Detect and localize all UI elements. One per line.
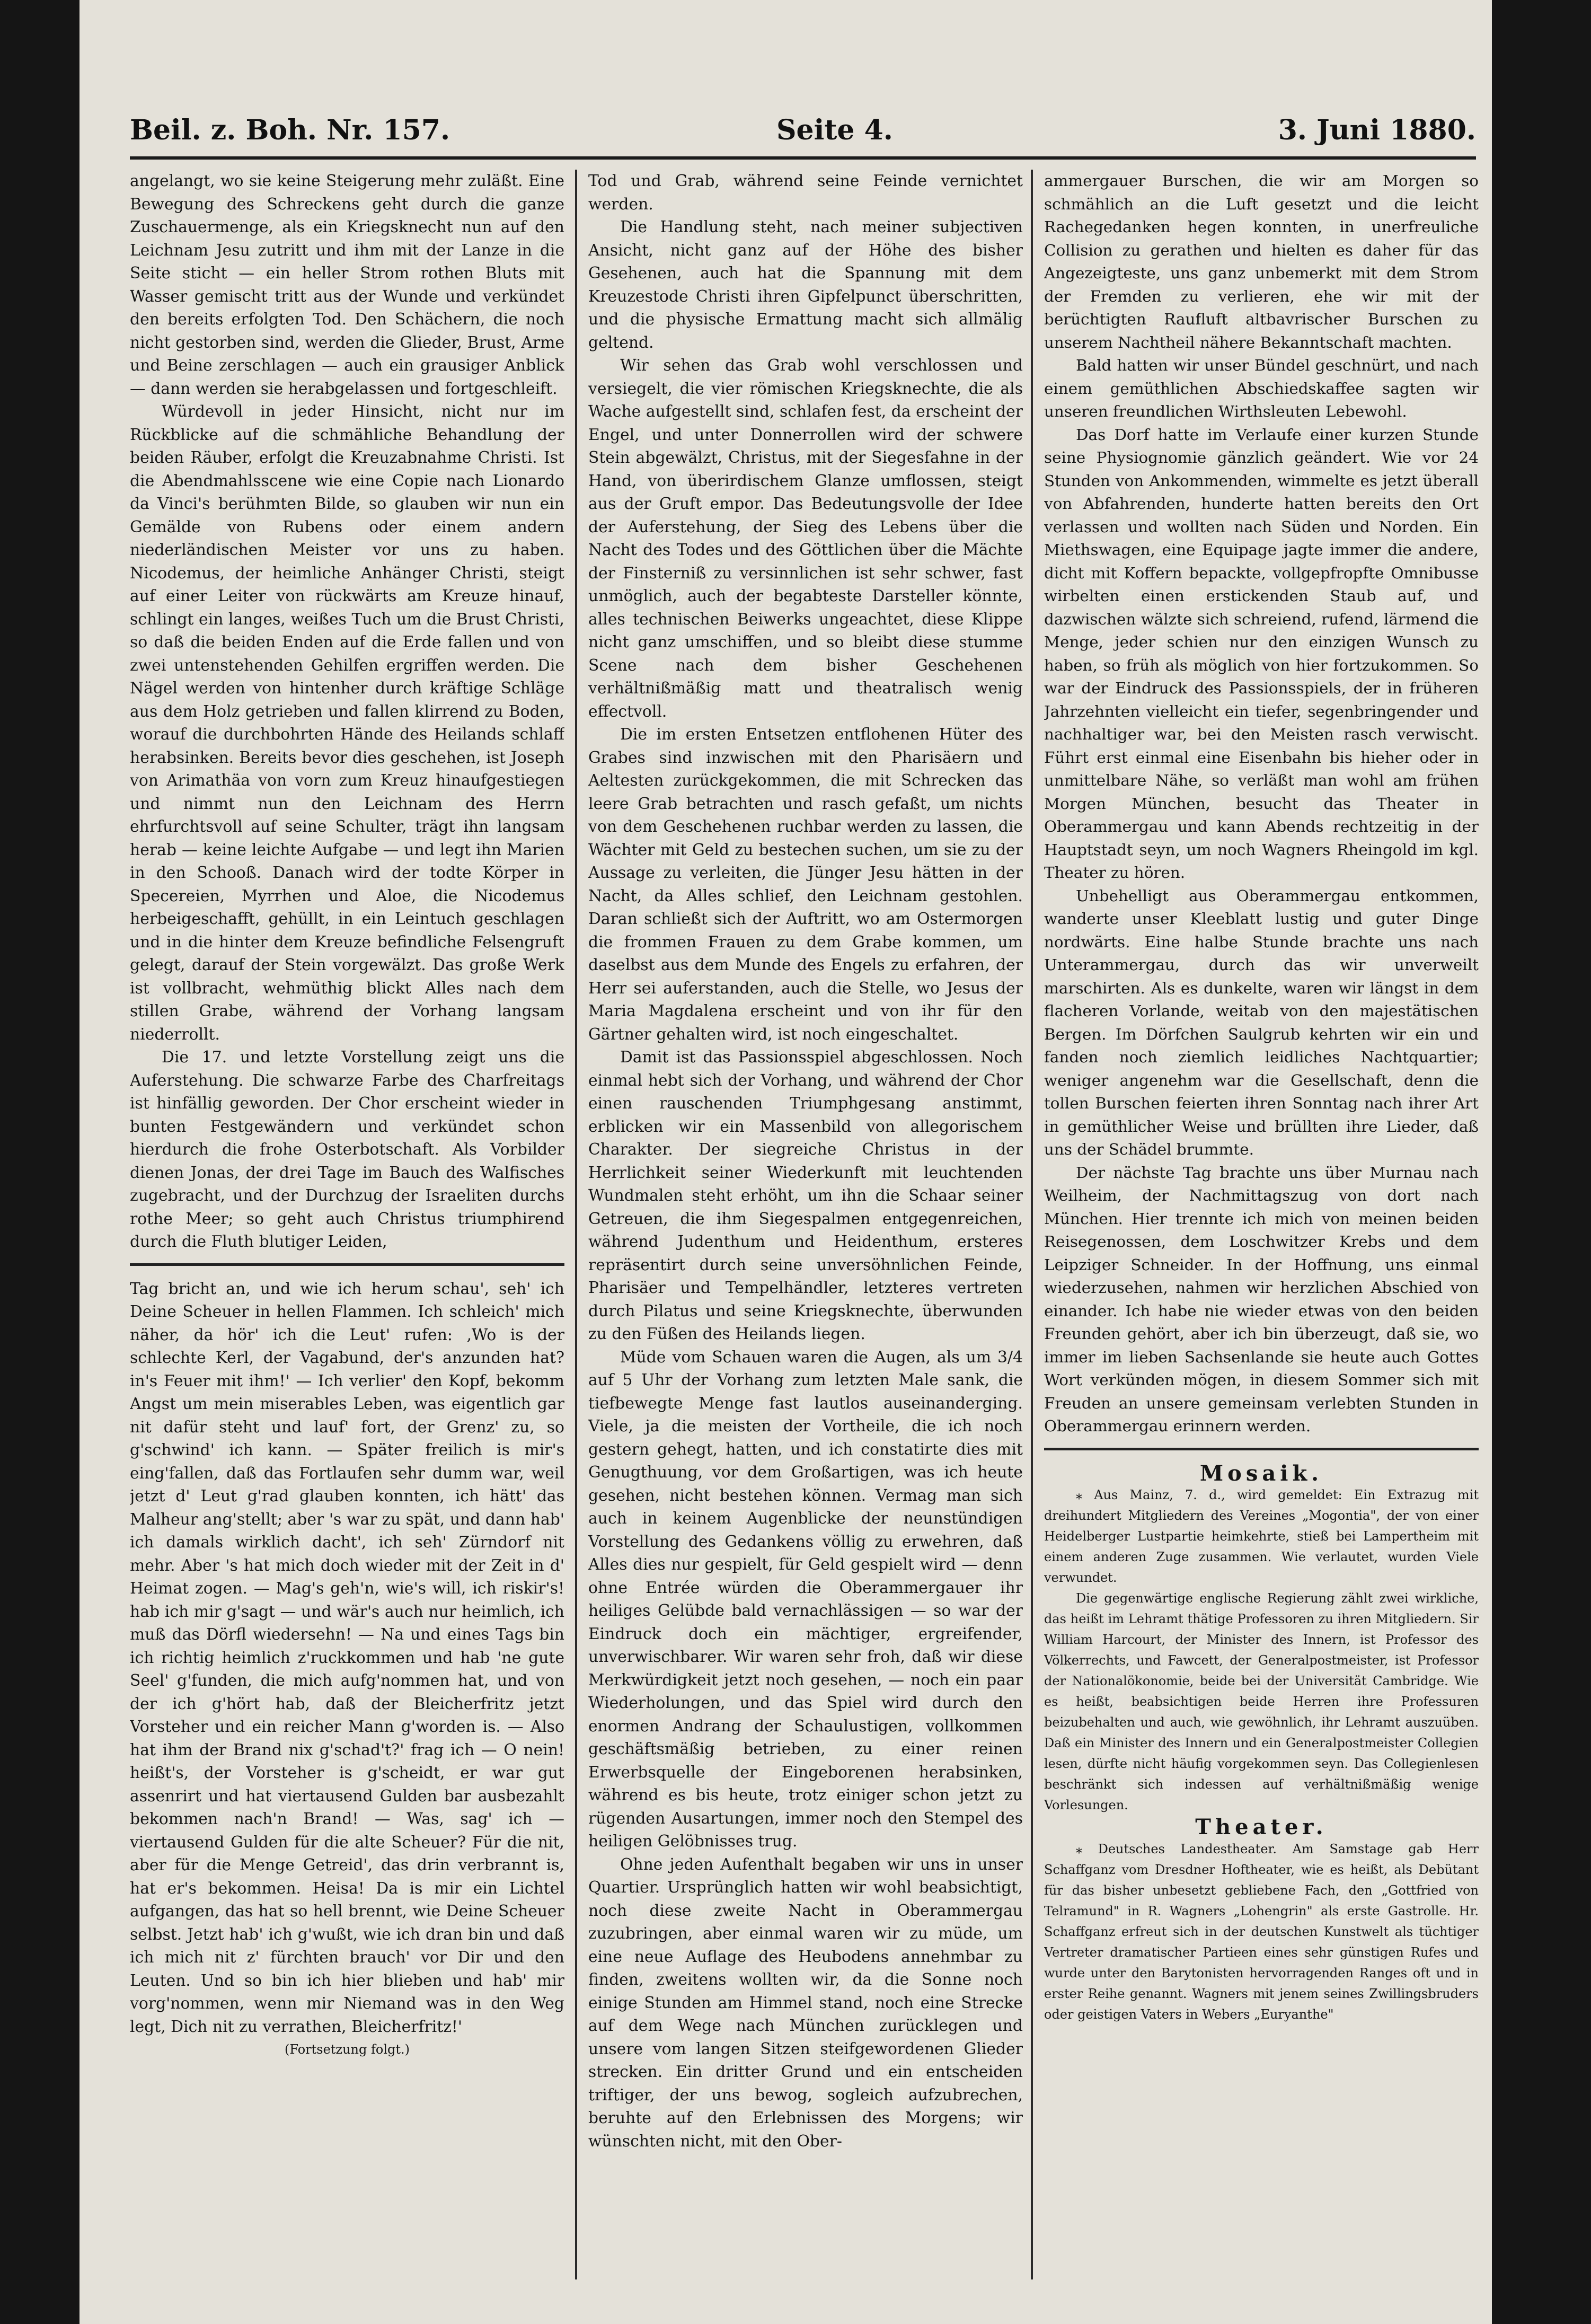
column-2 bbox=[588, 170, 1023, 2301]
newspaper-page bbox=[79, 0, 1492, 2324]
column-rule bbox=[1031, 170, 1033, 2279]
article-paragraph: Wir sehen das Grab wohl verschlossen und versiegelt, die vier römischen Kriegsknechte, die als Wache aufgestellt sind, schlafen fest, da erscheint der Engel, und unter Donnerrollen wird der schwere Stein abgewälzt, Christus, mit der Siegesfahne in der Hand, von überirdischem Glanze umflossen, steigt aus der Gruft empor. Das Bedeutungsvolle der Idee der Auferstehung, der Sieg des Lebens über die Nacht des Todes und des Göttlichen über die Mächte der Finsterniß zu versinnlichen ist sehr schwer, fast unmöglich, auch der begabteste Darsteller könnte, alles technischen Beiwerks ungeachtet, diese Klippe nicht ganz umschiffen, und so bleibt diese stumme Scene nach dem bisher Geschehenen verhältnißmäßig matt und theatralisch wenig effectvoll. bbox=[588, 356, 1023, 721]
column-3 bbox=[1044, 170, 1479, 2301]
article-paragraph: angelangt, wo sie keine Steigerung mehr zuläßt. Eine Bewegung des Schreckens geht durch die ganze Zuschauermenge, als ein Kriegsknecht nun auf den Leichnam Jesu zutritt und ihm mit der Lanze in die Seite sticht — ein heller Strom rothen Bluts mit Wasser gemischt tritt aus der Wunde und verkündet den bereits erfolgten Tod. Den Schächern, die noch nicht gestorben sind, werden die Glieder, Brust, Arme und Beine zerschlagen — auch ein grausiger Anblick — dann werden sie herabgelassen und fortgeschleift. bbox=[130, 172, 564, 398]
article-paragraph: Tod und Grab, während seine Feinde vernichtet werden. bbox=[588, 172, 1023, 214]
article-paragraph: Das Dorf hatte im Verlaufe einer kurzen Stunde seine Physiognomie gänzlich geändert. Wie vor 24 Stunden von Ankommenden, wimmelte es jetzt überall von Abfahrenden, hunderte hatten bereits den Ort verlassen und wollten nach Süden und Norden. Ein Miethswagen, eine Equipage jagte immer die andere, dicht mit Koffern bepackte, vollgepfropfte Omnibusse wirbelten einen erstickenden Staub auf, und dazwischen wälzte sich schreiend, rufend, lärmend die Menge, jeder schien nur den einzigen Wunsch zu haben, so früh als möglich von hier fortzukommen. So war der Eindruck des Passionsspiels, der in früheren Jahrzehnten vielleicht ein tiefer, segenbringender und nachhaltiger war, bei den Meisten rasch verwischt. Führt erst einmal eine Eisenbahn bis hieher oder in unmittelbare Nähe, so verläßt man wohl am frühen Morgen München, besucht das Theater in Oberammergau und kann Abends rechtzeitig in der Hauptstadt seyn, um noch Wagners Rheingold im kgl. Theater zu hören. bbox=[1044, 425, 1479, 882]
feuilleton-text: Tag bricht an, und wie ich herum schau', seh' ich Deine Scheuer in hellen Flammen. Ich schleich' mich näher, da hör' ich die Leut' rufen: ‚Wo is der schlechte Kerl, der Vagabund, der's anzunden hat? in's Feuer mit ihm!' — Ich verlier' den Kopf, bekomm Angst um mein miserables Leben, was eigentlich gar nit dafür steht und lauf' fort, der Grenz' zu, so g'schwind' ich kann. — Später freilich is mir's eing'fallen, daß das Fortlaufen sehr dumm war, weil jetzt d' Leut g'rad glauben konnten, ich hätt' das Malheur ang'stellt; aber 's war zu spät, und dann hab' ich damals wirklich dacht', ich seh' Zürndorf nit mehr. Aber 's hat mich doch wieder mit der Zeit in d' Heimat zogen. — Mag's geh'n, wie's will, ich riskir's! hab ich mir g'sagt — und wär's auch nur heimlich, ich muß das Dörfl wiedersehn! — Na und eines Tags bin ich richtig heimlich z'ruckkommen und hab 'ne gute Seel' g'funden, die mich aufg'nommen hat, und von der ich g'hört hab, daß der Bleicherfritz jetzt Vorsteher und ein reicher Mann g'worden is. — Also hat ihm der Brand nix g'schad't?' frag ich — O nein! heißt's, der Vorsteher is g'scheidt, er war gut assenrirt und hat viertausend Gulden bar ausbezahlt bekommen nach'n Brand! — Was, sag' ich — viertausend Gulden für die alte Scheuer? Für die nit, aber für die Menge Getreid', das drin verbrannt is, hat er's bekommen. Heisa! Da is mir ein Lichtel aufgangen, das hat so hell brennt, wie Deine Scheuer selbst. Jetzt hab' ich g'wußt, wie ich dran bin und daß ich mich nit z' fürchten brauch' vor Dir und den Leuten. Und so bin ich hier blieben und hab' mir vorg'nommen, wenn mir Niemand was in den Weg legt, Dich nit zu verrathen, Bleicherfritz!' bbox=[130, 1279, 564, 2036]
article-paragraph: Bald hatten wir unser Bündel geschnürt, und nach einem gemüthlichen Abschiedskaffee sagten wir unseren freundlichen Wirthsleuten Lebewohl. bbox=[1044, 356, 1479, 420]
mosaik-heading: Mosaik. bbox=[1199, 1460, 1323, 1486]
article-paragraph: Die 17. und letzte Vorstellung zeigt uns die Auferstehung. Die schwarze Farbe des Charfreitags ist hinfällig geworden. Der Chor erscheint wieder in bunten Festgewändern und verkündet schon hierdurch die frohe Osterbotschaft. Als Vorbilder dienen Jonas, der drei Tage im Bauch des Walfisches zugebracht, und der Durchzug der Israeliten durchs rothe Meer; so geht auch Christus triumphirend durch die Fluth blutiger Leiden, bbox=[130, 1048, 564, 1251]
theater-heading: Theater. bbox=[1195, 1815, 1328, 1839]
continuation-note: (Fortsetzung folgt.) bbox=[285, 2042, 410, 2057]
news-item: Die gegenwärtige englische Regierung zählt zwei wirkliche, das heißt im Lehramt thätige Professoren zu ihren Mitgliedern. Sir William Harcourt, der Minister des Innern, ist Professor des Völkerrechts, und Fawcett, der Generalpostmeister, ist Professor der Nationalökonomie, beide bei der Universität Cambridge. Wie es heißt, beabsichtigen beide Herren ihre Professuren beizubehalten und auch, wie gewöhnlich, ihr Lehramt auszuüben. Daß ein Minister des Innern und ein Generalpostmeister Collegien lesen, dürfte nicht häufig vorgekommen seyn. Das Collegienlesen beschränkt sich indessen auf verhältnißmäßig wenige Vorlesungen. bbox=[1044, 1591, 1479, 1812]
article-paragraph: Damit ist das Passionsspiel abgeschlossen. Noch einmal hebt sich der Vorhang, und während der Chor einen rauschenden Triumphgesang anstimmt, erblicken wir ein Massenbild von allegorischem Charakter. Der siegreiche Christus in der Herrlichkeit seiner Wiederkunft mit leuchtenden Wundmalen steht erhöht, um ihn die Schaar seiner Getreuen, die ihm Siegespalmen entgegenreichen, während Judenthum und Heidenthum, ersteres repräsentirt durch seine unversöhnlichen Feinde, Pharisäer und Tempelhändler, letzteres vertreten durch Pilatus und seine Kriegsknechte, überwunden zu den Füßen des Heilands liegen. bbox=[588, 1048, 1023, 1343]
page-header bbox=[130, 109, 1476, 160]
column-rule bbox=[575, 170, 577, 2279]
article-paragraph: Würdevoll in jeder Hinsicht, nicht nur im Rückblicke auf die schmähliche Behandlung der beiden Räuber, erfolgt die Kreuzabnahme Christi. Ist die Abendmahlsscene wie eine Copie nach Lionardo da Vinci's berühmten Bilde, so glauben wir nun ein Gemälde von Rubens oder einem andern niederländischen Meister vor uns zu haben. Nicodemus, der heimliche Anhänger Christi, steigt auf einer Leiter von rückwärts am Kreuze hinauf, schlingt ein langes, weißes Tuch um die Brust Christi, so daß die beiden Enden auf die Erde fallen und von zwei untenstehenden Gehilfen ergriffen werden. Die Nägel werden von hintenher durch kräftige Schläge aus dem Holz getrieben und fallen klirrend zu Boden, worauf die durchbohrten Hände des Heilands schlaff herabsinken. Bereits bevor dies geschehen, ist Joseph von Arimathäa von vorn zum Kreuz hinaufgestiegen und nimmt nun den Leichnam des Herrn ehrfurchtsvoll auf seine Schulter, trägt ihn langsam herab — keine leichte Aufgabe — und legt ihn Marien in den Schooß. Danach wird der todte Körper in Specereien, Myrrhen und Aloe, die Nicodemus herbeigeschafft, gehüllt, in ein Leintuch geschlagen und in die hinter dem Kreuze befindliche Felsengruft gelegt, darauf der Stein vorgewälzt. Das große Werk ist vollbracht, wehmüthig blickt Alles nach dem stillen Grabe, während der Vorhang langsam niederrollt. bbox=[130, 402, 564, 1044]
article-paragraph: Müde vom Schauen waren die Augen, als um 3/4 auf 5 Uhr der Vorhang zum letzten Male sank, die tiefbewegte Menge fast lautlos auseinanderging. Viele, ja die meisten der Vortheile, die ich noch gestern gehegt, hatten, und ich constatirte dies mit Genugthuung, vor dem Großartigen, was ich heute gesehen, nicht bestehen können. Vermag man sich auch in keinem Augenblicke der neunstündigen Vorstellung des Gedankens völlig zu erwehren, daß Alles dies nur gespielt, für Geld gespielt wird — denn ohne Entrée würden die Oberammergauer ihr heiliges Gelübde bald vernachlässigen — so war der Eindruck doch ein mächtiger, ergreifender, unverwischbarer. Wir waren sehr froh, daß wir diese Merkwürdigkeit jetzt noch gesehen, — noch ein paar Wiederholungen, und das Spiel wird durch den enormen Andrang der Schaulustigen, vollkommen geschäftsmäßig betrieben, zu einer reinen Erwerbsquelle der Eingeborenen herabsinken, während es bis heute, trotz einiger schon jetzt zu rügenden Ausartungen, immer noch den Stempel des heiligen Gelöbnisses trug. bbox=[588, 1348, 1023, 1851]
article-paragraph: Die im ersten Entsetzen entflohenen Hüter des Grabes sind inzwischen mit den Pharisäern und Aeltesten zurückgekommen, die mit Schrecken das leere Grab betrachten und rasch gefaßt, um nichts von dem Geschehenen ruchbar werden zu lassen, die Wächter mit Geld zu bestechen suchen, um sie zu der Aussage zu verleiten, die Jünger Jesu hätten in der Nacht, da Alles schlief, den Leichnam gestohlen. Daran schließt sich der Auftritt, wo am Ostermorgen die frommen Frauen zu dem Grabe kommen, um daselbst aus dem Munde des Engels zu erfahren, der Herr sei auferstanden, auch die Stelle, wo Jesus der Maria Magdalena erscheint und von ihr für den Gärtner gehalten wird, ist noch eingeschaltet. bbox=[588, 725, 1023, 1044]
article-paragraph: Ohne jeden Aufenthalt begaben wir uns in unser Quartier. Ursprünglich hatten wir wohl beabsichtigt, noch diese zweite Nacht in Oberammergau zuzubringen, aber einmal waren wir zu müde, um eine neue Auflage des Heubodens annehmbar zu finden, zweitens wollten wir, da die Sonne noch einige Stunden am Himmel stand, noch eine Strecke auf dem Wege nach München zurücklegen und unsere vom langen Sitzen steifgewordenen Glieder strecken. Ein dritter Grund und ein entscheiden triftiger, der uns bewog, sogleich aufzubrechen, beruhte auf den Erlebnissen des Morgens; wir wünschten nicht, mit den Ober- bbox=[588, 1855, 1023, 2151]
section-divider bbox=[1044, 1448, 1479, 1450]
article-paragraph: ammergauer Burschen, die wir am Morgen so schmählich an die Luft gesetzt und die leicht Rachegedanken hegen konnten, in unerfreuliche Collision zu gerathen und hielten es daher für das Angezeigteste, uns ganz unbemerkt mit dem Strom der Fremden zu verlieren, ehe wir mit der berüchtigten Raufluft altbavrischer Burschen zu unserem Nachtheil nähere Bekanntschaft machten. bbox=[1044, 172, 1479, 351]
header-date: 3. Juni 1880. bbox=[1278, 114, 1476, 146]
feuilleton-divider bbox=[130, 1263, 564, 1266]
column-1 bbox=[130, 170, 564, 2285]
article-paragraph: Der nächste Tag brachte uns über Murnau nach Weilheim, der Nachmittagszug von dort nach München. Hier trennte ich mich von meinen beiden Reisegenossen, dem Loschwitzer Krebs und dem Leipziger Schneider. In der Hoffnung, uns einmal wiederzusehen, nahmen wir herzlichen Abschied von einander. Ich habe nie wieder etwas von den beiden Freunden gehört, aber ich bin überzeugt, daß sie, wo immer im lieben Sachsenlande sie heute auch Gottes Wort verkünden mögen, in diesem Sommer sich mit Freuden an unsere gemeinsam verlebten Stunden in Oberammergau erinnern werden. bbox=[1044, 1163, 1479, 1435]
header-issue: Beil. z. Boh. Nr. 157. bbox=[130, 114, 450, 146]
header-page-number: Seite 4. bbox=[776, 114, 893, 146]
news-item: ⁎ Aus Mainz, 7. d., wird gemeldet: Ein Extrazug mit dreihundert Mitgliedern des Vereines „Mogontia", der von einer Heidelberger Lustpartie heimkehrte, stieß bei Lampertheim mit einem anderen Zuge zusammen. Wie verlautet, wurden Viele verwundet. bbox=[1044, 1487, 1479, 1585]
article-paragraph: Unbehelligt aus Oberammergau entkommen, wanderte unser Kleeblatt lustig und guter Dinge nordwärts. Eine halbe Stunde brachte uns nach Unterammergau, durch das wir unverweilt marschirten. Als es dunkelte, waren wir längst in dem flacheren Vorlande, weitab von den majestätischen Bergen. Im Dörfchen Saulgrub kehrten wir ein und fanden noch ziemlich leidliches Nachtquartier; weniger angenehm war die Gesellschaft, denn die tollen Burschen feierten ihren Sonntag nach ihrer Art in gemüthlicher Weise und brüllten ihre Lieder, daß uns der Schädel brummte. bbox=[1044, 886, 1479, 1158]
news-item: ⁎ Deutsches Landestheater. Am Samstage gab Herr Schaffganz vom Dresdner Hoftheater, wie es heißt, als Debütant für das bisher unbesetzt gebliebene Fach, den „Gottfried von Telramund" in R. Wagners „Lohengrin" als erste Gastrolle. Hr. Schaffganz erfreut sich in der deutschen Kunstwelt als tüchtiger Vertreter dramatischer Partieen eines sehr günstigen Rufes und wurde unter den Barytonisten hervorragenden Ranges oft und in erster Reihe genannt. Wagners mit jenem seines Zwillingsbruders oder geistigen Vaters in Webers „Euryanthe" bbox=[1044, 1841, 1479, 2022]
article-paragraph: Die Handlung steht, nach meiner subjectiven Ansicht, nicht ganz auf der Höhe des bisher Gesehenen, auch hat die Spannung mit dem Kreuzestode Christi ihren Gipfelpunct überschritten, und die physische Ermattung macht sich allmälig geltend. bbox=[588, 218, 1023, 352]
